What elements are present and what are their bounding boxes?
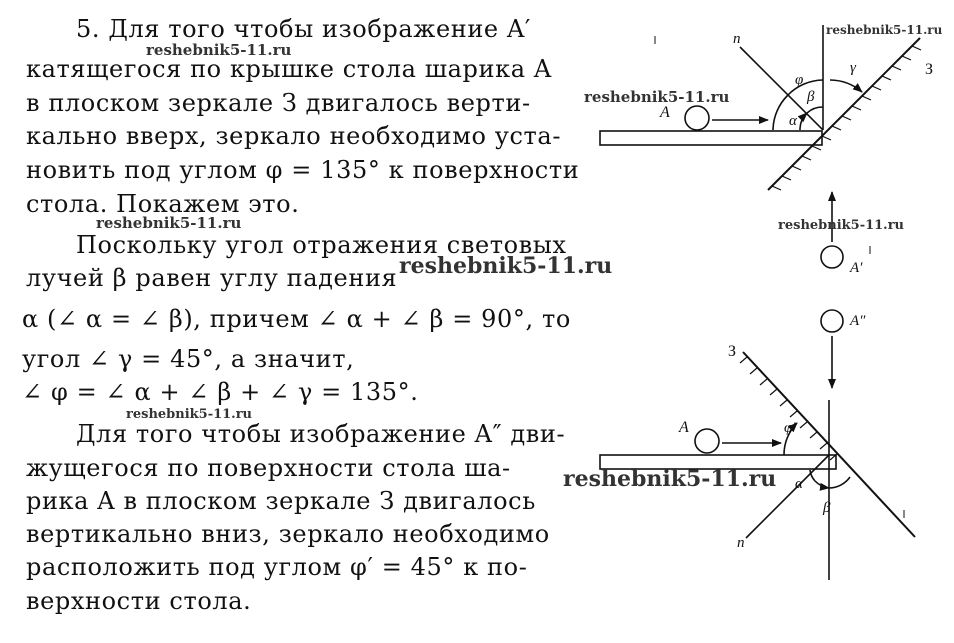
label-alpha: α <box>789 113 797 129</box>
label-a: A <box>660 104 670 121</box>
gamma-arc <box>830 80 862 92</box>
watermark: reshebnik5-11.ru <box>584 88 730 106</box>
watermark: reshebnik5-11.ru <box>826 23 943 37</box>
figure-images-labels <box>849 260 866 329</box>
image-a2 <box>821 310 843 332</box>
text-line: стола. Покажем это. <box>26 190 300 218</box>
text-line: вертикально вниз, зеркало необходимо <box>26 520 550 548</box>
watermark: reshebnik5-11.ru <box>146 41 292 59</box>
image-a1 <box>821 246 843 268</box>
watermark: reshebnik5-11.ru <box>778 218 905 233</box>
watermark: reshebnik5-11.ru <box>563 466 777 492</box>
label-alpha: α <box>795 476 803 492</box>
beta-arc <box>807 107 823 113</box>
label-beta: β <box>807 89 815 105</box>
label-mirror: З <box>925 61 934 78</box>
ball-a <box>685 106 709 130</box>
label-a1: A′ <box>850 260 863 276</box>
text-line: угол ∠ γ = 45°, а значит, <box>22 345 355 373</box>
text-line: катящегося по крышке стола шарика A <box>26 55 552 83</box>
watermark: reshebnik5-11.ru <box>96 214 242 232</box>
label-a2: A″ <box>850 313 866 329</box>
phi-arc <box>773 95 788 130</box>
label-phi-prime: φ′ <box>784 420 796 436</box>
table-surface <box>600 131 822 145</box>
watermark: reshebnik5-11.ru <box>126 407 253 422</box>
text-line: Поскольку угол отражения световых <box>76 231 567 259</box>
beta-arc-2 <box>829 477 850 488</box>
figure-top-labels <box>659 31 933 129</box>
text-line: верхности стола. <box>26 587 252 615</box>
figure-bottom-labels <box>678 343 831 551</box>
text-line: жущегося по поверхности стола ша- <box>26 454 511 482</box>
text-line: в плоском зеркале З двигалось верти- <box>26 89 531 117</box>
text-line: лучей β равен углу падения <box>26 264 398 292</box>
label-beta: β <box>823 500 831 516</box>
label-n: n <box>737 535 745 551</box>
text-line: расположить под углом φ′ = 45° к по- <box>26 553 528 581</box>
label-phi: φ <box>795 72 804 88</box>
text-line: кально вверх, зеркало необходимо уста- <box>26 122 562 150</box>
text-line: новить под углом φ = 135° к поверхности <box>26 156 580 184</box>
text-line: α (∠ α = ∠ β), причем ∠ α + ∠ β = 90°, то <box>22 305 571 333</box>
label-gamma: γ <box>850 60 856 76</box>
label-mirror: З <box>728 343 737 360</box>
label-n: n <box>733 31 741 47</box>
watermark: reshebnik5-11.ru <box>399 253 613 279</box>
text-line: 5. Для того чтобы изображение A′ <box>76 15 531 43</box>
text-line: Для того чтобы изображение A″ дви- <box>76 420 566 448</box>
beta-outer-arc <box>788 80 823 95</box>
mirror-hatching <box>740 357 837 460</box>
ball-a <box>695 429 719 453</box>
text-line: ∠ φ = ∠ α + ∠ β + ∠ γ = 135°. <box>22 378 419 406</box>
text-line: рика A в плоском зеркале З двигалось <box>26 487 536 515</box>
label-a: A <box>679 419 689 436</box>
beta-arc <box>815 481 829 488</box>
alpha-arc <box>800 113 807 130</box>
